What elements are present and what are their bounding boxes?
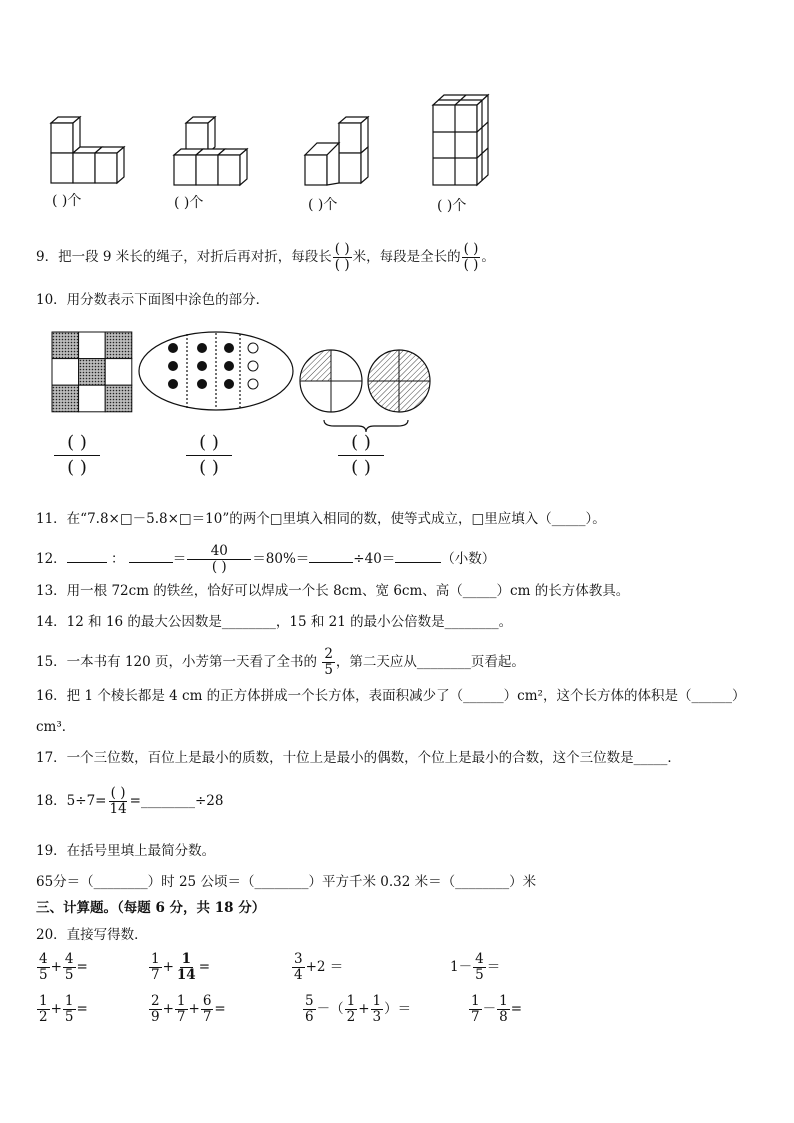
answer-fraction-1[interactable]: ( ) ( ) [54, 432, 100, 479]
question-19: 19．在括号里填上最简分数。 [36, 843, 216, 859]
quarter-circles-figure [298, 348, 434, 414]
calc-2-2: $\frac{2}{9}$ + $\frac{1}{7}$ + $\frac{6}{7}$ = [151, 993, 226, 1025]
question-15: 15．一本书有 120 页，小芳第一天看了全书的 $\frac{2}{5}$ ，第二天应从________页看起。 [36, 646, 525, 678]
calc-1-4: 1－ $\frac{4}{5}$ ＝ [450, 951, 501, 983]
cube-caption-1: ( )个 [52, 193, 82, 209]
question-19-blanks: 65分＝（________）时 25 公顷＝（________）平方千米 0.32 米＝（________）米 [36, 874, 537, 890]
question-12: 12． ： ＝ $\frac{40}{( )}$ ＝80%＝ ÷40＝ （小数） [36, 543, 496, 575]
calc-2-3: $\frac{5}{6}$ －（ $\frac{1}{2}$ + $\frac{1}{3}$ ）＝ [305, 993, 412, 1025]
question-16: 16．把 1 个棱长都是 4 cm 的正方体拼成一个长方体，表面积减少了（______）cm²，这个长方体的体积是（______） [36, 688, 746, 704]
question-18: 18．5÷7= $\frac{( )}{14}$ =________÷28 [36, 785, 224, 817]
answer-fraction-3[interactable]: ( ) ( ) [338, 432, 384, 479]
section-3-heading: 三、计算题。（每题 6 分，共 18 分） [36, 900, 266, 916]
question-14: 14．12 和 16 的最大公因数是________，15 和 21 的最小公倍数是________。 [36, 614, 513, 630]
cube-figure-1 [45, 115, 140, 185]
calc-1-3: $\frac{3}{4}$ +2 ＝ [294, 951, 344, 983]
question-20: 20．直接写得数． [36, 927, 148, 943]
answer-fraction-2[interactable]: ( ) ( ) [186, 432, 232, 479]
cube-caption-2: ( )个 [174, 195, 204, 211]
question-11: 11．在“7.8×□－5.8×□＝10”的两个□里填入相同的数，使等式成立，□里应填入（_____）。 [36, 511, 606, 527]
calc-2-1: $\frac{1}{2}$ + $\frac{1}{5}$ = [39, 993, 88, 1025]
cube-caption-3: ( )个 [308, 197, 338, 213]
cube-figure-2 [172, 115, 252, 187]
question-16-cont: cm³． [36, 719, 76, 735]
dots-ellipse-figure [137, 330, 295, 412]
question-10: 10．用分数表示下面图中涂色的部分． [36, 292, 270, 308]
calc-1-1: $\frac{4}{5}$ + $\frac{4}{5}$ = [39, 951, 88, 983]
cube-figure-4 [430, 93, 506, 189]
question-13: 13．用一根 72cm 的铁丝，恰好可以焊成一个长 8cm、宽 6cm、高（_____）cm 的长方体教具。 [36, 583, 630, 599]
question-9: 9．把一段 9 米长的绳子，对折后再对折，每段长 $\frac{( )}{( )}$ 米，每段是全长的 $\frac{( )}{( )}$ 。 [36, 241, 495, 273]
cube-caption-4: ( )个 [437, 198, 467, 214]
cube-figure-3 [303, 115, 381, 187]
fraction-blank: $\frac{( )}{( )}$ [463, 241, 479, 273]
checkered-square-figure [52, 332, 132, 412]
fraction-blank: $\frac{( )}{( )}$ [334, 241, 350, 273]
question-17: 17．一个三位数，百位上是最小的质数，十位上是最小的偶数，个位上是最小的合数，这个三位数是_____． [36, 750, 681, 766]
calc-1-2: $\frac{1}{7}$ + $\frac{1}{14}$ = [151, 951, 211, 983]
calc-2-4: $\frac{1}{7}$ － $\frac{1}{8}$ = [471, 993, 522, 1025]
